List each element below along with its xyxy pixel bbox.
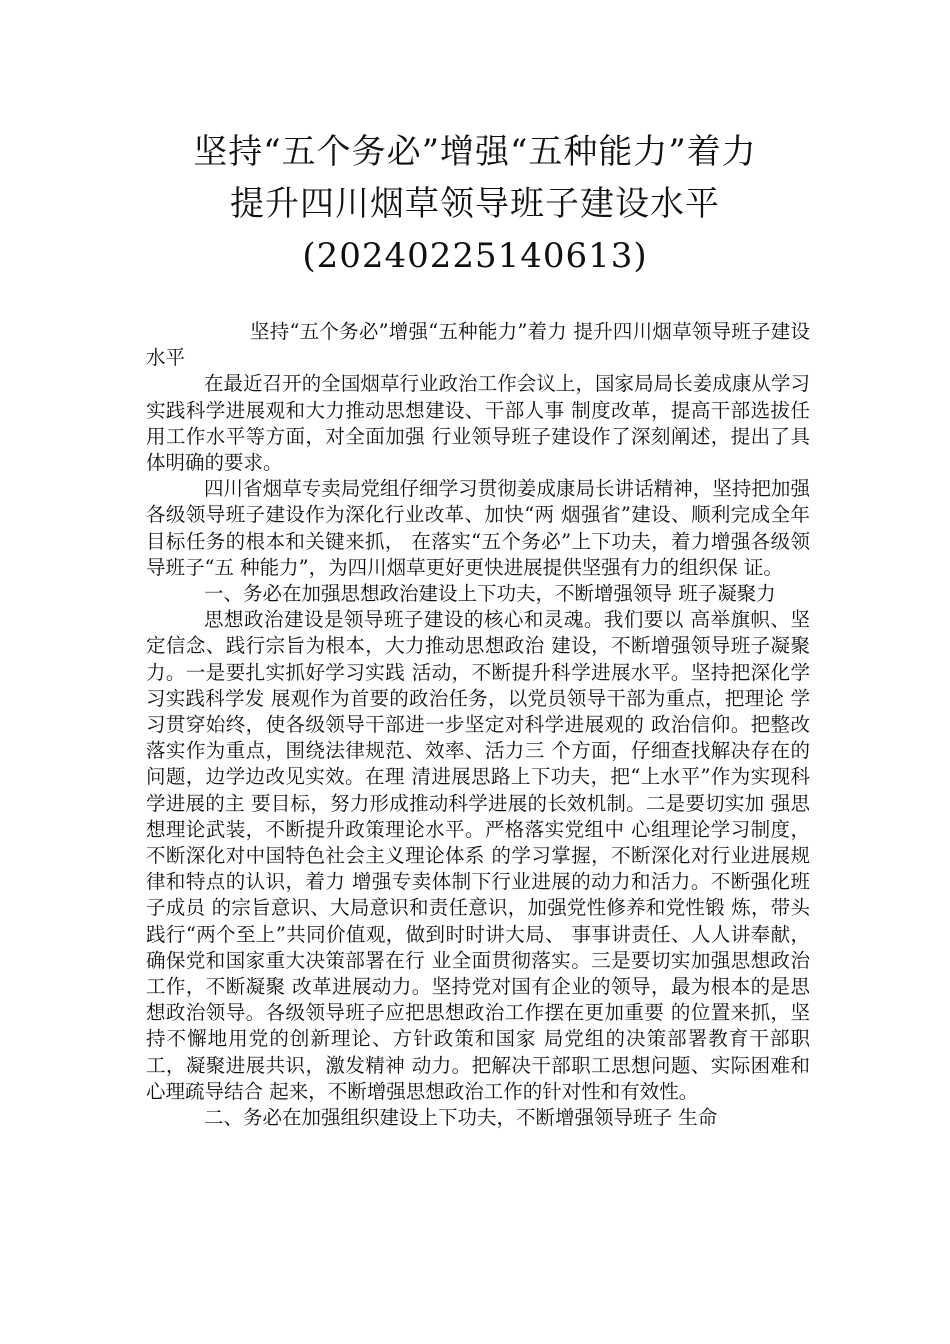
title-line-2: 提升四川烟草领导班子建设水平 <box>230 184 720 224</box>
body-heading-paragraph: 坚持“五个务必”增强“五种能力”着力 提升四川烟草领导班子建设水平 <box>146 320 810 370</box>
document-title <box>0 126 950 282</box>
title-line-1: 坚持“五个务必”增强“五种能力”着力 <box>193 132 757 172</box>
document-body <box>146 319 810 1131</box>
section-heading: 二、务必在加强组织建设上下功夫，不断增强领导班子 生命 <box>204 1106 718 1130</box>
body-paragraph: 思想政治建设是领导班子建设的核心和灵魂。我们要以 高举旗帜、坚定信念、践行宗旨为根本，大力推动思想政治 建设，不断增强领导班子凝聚力。一是要扎实抓好学习实践 活动，不断提升科学进展水平。坚持把深化学习实践科学发 展观作为首要的政治任务，以党员领导干部为重点，把理论 学习贯穿始终，使各级领导干部进一步坚定对科学进展观的 政治信仰。把整改落实作为重点，围绕法律规范、效率、活力三 个方面，仔细查找解决存在的问题，边学边改见实效。在理 清进展思路上下功夫，把“上水平”作为实现科学进展的主 要目标，努力形成推动科学进展的长效机制。二是要切实加 强思想理论武装，不断提升政策理论水平。严格落实党组中 心组理论学习制度，不断深化对中国特色社会主义理论体系 的学习掌握，不断深化对行业进展规律和特点的认识，着力 增强专卖体制下行业进展的动力和活力。不断强化班子成员 的宗旨意识、大局意识和责任意识，加强党性修养和党性锻 炼，带头践行“两个至上”共同价值观，做到时时讲大局、 事事讲责任、人人讲奉献，确保党和国家重大决策部署在行 业全面贯彻落实。三是要切实加强思想政治工作，不断凝聚 改革进展动力。坚持党对国有企业的领导，最为根本的是思 想政治领导。各级领导班子应把思想政治工作摆在更加重要 的位置来抓，坚持不懈地用党的创新理论、方针政策和国家 局党组的决策部署教育干部职工，凝聚进展共识，激发精神 动力。把解决干部职工思想问题、实际困难和心理疏导结合 起来，不断增强思想政治工作的针对性和有效性。 <box>146 608 810 1103</box>
section-heading: 一、务必在加强思想政治建设上下功夫，不断增强领导 班子凝聚力 <box>204 582 776 606</box>
body-paragraph: 四川省烟草专卖局党组仔细学习贯彻姜成康局长讲话精神，坚持把加强各级领导班子建设作为深化行业改革、加快“两 烟强省”建设、顺利完成全年目标任务的根本和关键来抓， 在落实“五个务必”上下功夫，着力增强各级领导班子“五 种能力”，为四川烟草更好更快进展提供坚强有力的组织保 证。 <box>146 477 810 579</box>
body-paragraph: 在最近召开的全国烟草行业政治工作会议上，国家局局长姜成康从学习实践科学进展观和大力推动思想建设、干部人事 制度改革，提高干部选拔任用工作水平等方面，对全面加强 行业领导班子建设作了深刻阐述，提出了具体明确的要求。 <box>146 372 810 475</box>
title-timestamp: (20240225140613) <box>302 236 648 276</box>
